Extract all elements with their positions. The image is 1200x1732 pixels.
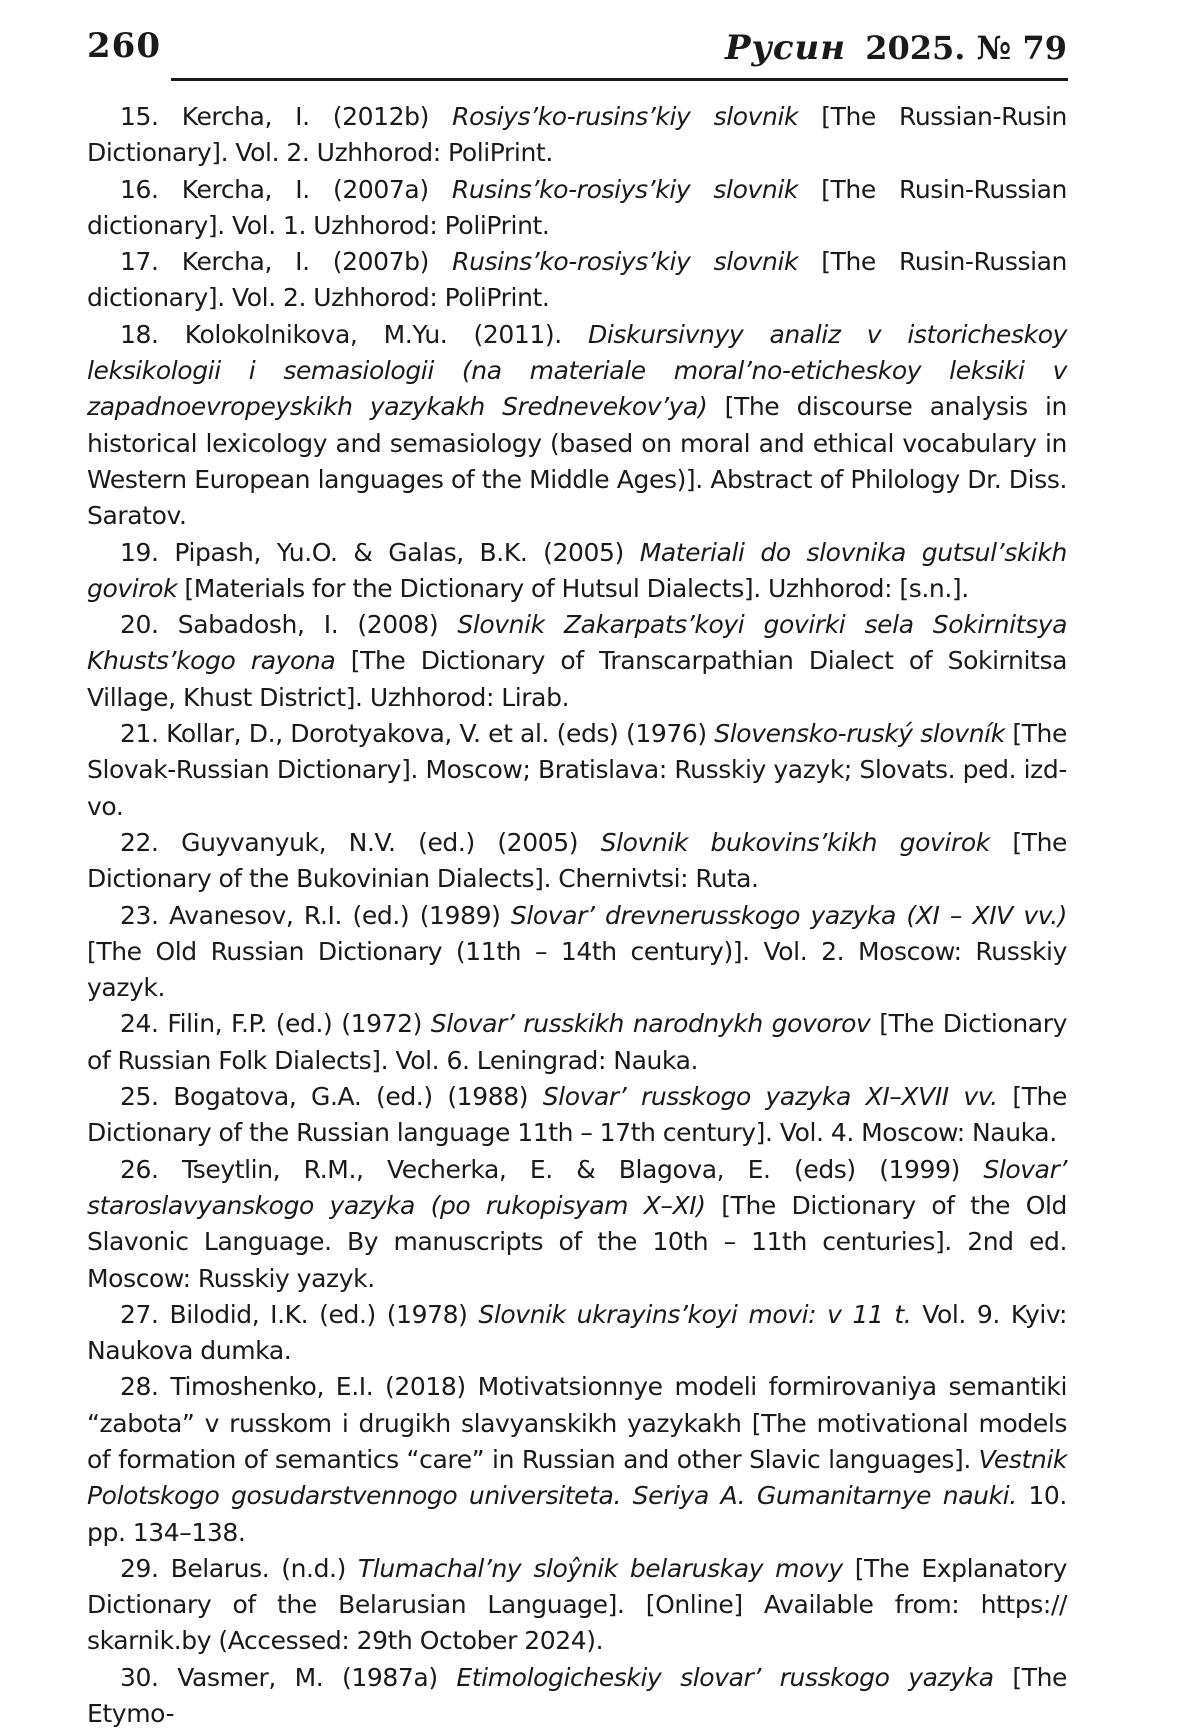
reference-title: Rusins’ko-rosiys’kiy slovnik <box>452 247 799 277</box>
reference-details: [The Explanatory Dictionary of the Belarusian Language]. [Online] Available from: https:// skarnik.by (Accessed: 29th October 2024). <box>87 1553 1068 1656</box>
reference-title: Slovar’ russkikh narodnykh govorov <box>430 1009 871 1039</box>
reference-number: 20. <box>120 610 159 640</box>
reference-details: [The Dictionary of the Bukovinian Dialects]. Chernivtsi: Ruta. <box>87 827 1067 894</box>
reference-authors: Kolokolnikova, M.Yu. (2011). <box>184 319 589 349</box>
reference-title: Slovnik bukovins’kikh govirok <box>600 827 990 857</box>
running-title <box>725 28 1067 68</box>
reference-title: Etimologicheskiy slovar’ russkogo yazyka <box>456 1662 994 1692</box>
reference-authors: Timoshenko, E.I. (2018) Motivatsionnye modeli formirovaniya semantiki “zabota” v russkom i drugikh slavyanskikh yazykakh [The motivational models of formation of semantics “care” in Russian and other Slavic languages]. <box>87 1372 1068 1474</box>
reference-item <box>87 607 1067 716</box>
reference-number: 25. <box>120 1082 159 1112</box>
reference-item <box>87 535 1067 608</box>
reference-number: 29. <box>120 1553 159 1583</box>
reference-details: [The Dictionary of Russian Folk Dialects]. Vol. 6. Leningrad: Nauka. <box>87 1009 1067 1075</box>
reference-details: [The Dictionary of the Russian language 11th – 17th century]. Vol. 4. Moscow: Nauka. <box>87 1082 1067 1148</box>
reference-number: 18. <box>120 319 159 349</box>
reference-title: Slovnik ukrayins’koyi movi: v 11 t. <box>478 1299 912 1329</box>
reference-authors: Tseytlin, R.M., Vecherka, E. & Blagova, E. (eds) (1999) <box>182 1154 984 1184</box>
reference-item <box>87 244 1067 317</box>
reference-title: Rosiys’ko-rusins’kiy slovnik <box>452 102 799 131</box>
reference-details: [The Slovak-Russian Dictionary]. Moscow; Bratislava: Russkiy yazyk; Slovats. ped. izd-vo. <box>87 719 1067 821</box>
reference-number: 26. <box>120 1154 159 1184</box>
reference-item <box>87 1551 1067 1660</box>
journal-name: Русин <box>724 28 847 68</box>
reference-authors: Kollar, D., Dorotyakova, V. et al. (eds) (1976) <box>166 719 715 749</box>
reference-item <box>87 1297 1067 1370</box>
reference-details: [The Old Russian Dictionary (11th – 14th century)]. Vol. 2. Moscow: Russkiy yazyk. <box>87 936 1067 1003</box>
reference-title: Materiali do slovnika gutsul’skikh govirok <box>87 537 1067 603</box>
reference-title: Slovnik Zakarpats’koyi govirki sela Sokirnitsya Khusts’kogo rayona <box>87 610 1068 676</box>
header-rule <box>171 78 1068 81</box>
reference-authors: Belarus. (n.d.) <box>170 1553 358 1583</box>
reference-details: [The Dictionary of the Old Slavonic Language. By manuscripts of the 10th – 11th centuries]. 2nd ed. Moscow: Russkiy yazyk. <box>87 1190 1067 1293</box>
reference-number: 27. <box>120 1299 159 1329</box>
reference-authors: Kercha, I. (2007b) <box>181 247 453 277</box>
reference-item <box>87 1079 1067 1152</box>
reference-title: Rusins’ko-rosiys’kiy slovnik <box>451 174 798 204</box>
reference-authors: Guyvanyuk, N.V. (ed.) (2005) <box>181 827 601 857</box>
reference-authors: Pipash, Yu.O. & Galas, B.K. (2005) <box>174 537 640 567</box>
reference-details: 10. pp. 134–138. <box>87 1481 1067 1547</box>
reference-number: 28. <box>120 1372 159 1402</box>
reference-authors: Kercha, I. (2012b) <box>181 102 453 131</box>
reference-item <box>87 172 1067 245</box>
reference-details: [The Etymo- <box>87 1662 1067 1729</box>
reference-item <box>87 1006 1067 1079</box>
reference-authors: Bogatova, G.A. (ed.) (1988) <box>173 1082 543 1112</box>
reference-details: [Materials for the Dictionary of Hutsul Dialects]. Uzhhorod: [s.n.]. <box>177 573 969 603</box>
reference-item <box>87 898 1067 1007</box>
reference-title: Slovar’ russkogo yazyka XI–XVII vv. <box>542 1082 998 1112</box>
reference-number: 19. <box>120 537 159 567</box>
reference-item <box>87 1369 1067 1550</box>
reference-number: 16. <box>120 174 159 204</box>
reference-title: Tlumachal’ny sloŷnik belaruskay movy <box>357 1553 843 1583</box>
reference-item <box>87 716 1067 825</box>
reference-item <box>87 99 1067 172</box>
reference-item <box>87 825 1067 898</box>
reference-title: Slovar’ staroslavyanskogo yazyka (po rukopisyam X–XI) <box>87 1154 1068 1220</box>
page-header <box>87 26 1067 82</box>
reference-details: [The discourse analysis in historical lexicology and semasiology (based on moral and ethical vocabulary in Western European languages of the Middle Ages)]. Abstract of Philology Dr. Diss. Saratov. <box>87 392 1067 531</box>
reference-item <box>87 1660 1067 1732</box>
reference-authors: Kercha, I. (2007a) <box>181 174 452 204</box>
reference-number: 17. <box>120 247 159 277</box>
reference-details: [The Dictionary of Transcarpathian Dialect of Sokirnitsa Village, Khust District]. Uzhhorod: Lirab. <box>87 646 1067 712</box>
reference-authors: Vasmer, M. (1987a) <box>177 1662 457 1692</box>
reference-number: 15. <box>120 102 159 131</box>
issue-number: 2025. № 79 <box>865 29 1067 67</box>
reference-details: [The Russian-Rusin Dictionary]. Vol. 2. Uzhhorod: PoliPrint. <box>87 102 1067 168</box>
page-number: 260 <box>87 26 161 66</box>
reference-item <box>87 317 1067 535</box>
reference-title: Vestnik Polotskogo gosudarstvennogo universiteta. Seriya A. Gumanitarnye nauki. <box>87 1444 1067 1511</box>
reference-number: 21. <box>120 719 159 749</box>
reference-authors: Avanesov, R.I. (ed.) (1989) <box>169 900 511 930</box>
reference-authors: Sabadosh, I. (2008) <box>177 610 458 640</box>
reference-number: 23. <box>120 900 159 930</box>
reference-authors: Filin, F.P. (ed.) (1972) <box>167 1009 431 1039</box>
reference-details: [The Rusin-Russian dictionary]. Vol. 1. Uzhhorod: PoliPrint. <box>87 174 1067 240</box>
reference-authors: Bilodid, I.K. (ed.) (1978) <box>169 1299 479 1329</box>
reference-item <box>87 1152 1067 1297</box>
reference-number: 22. <box>120 827 159 857</box>
reference-list <box>87 99 1067 1732</box>
reference-title: Slovar’ drevnerusskogo yazyka (XI – XIV vv.) <box>510 900 1067 930</box>
reference-title: Diskursivnyy analiz v istoricheskoy leksikologii i semasiologii (na materiale moral’no-eticheskoy leksiki v zapadnoevropeyskikh yazykakh Srednevekov’ya) <box>87 319 1067 422</box>
reference-title: Slovensko-ruský slovník <box>714 719 1005 749</box>
reference-details: Vol. 9. Kyiv: Naukova dumka. <box>87 1299 1067 1366</box>
reference-number: 24. <box>120 1009 159 1039</box>
reference-details: [The Rusin-Russian dictionary]. Vol. 2. Uzhhorod: PoliPrint. <box>87 247 1067 313</box>
reference-number: 30. <box>120 1662 159 1692</box>
